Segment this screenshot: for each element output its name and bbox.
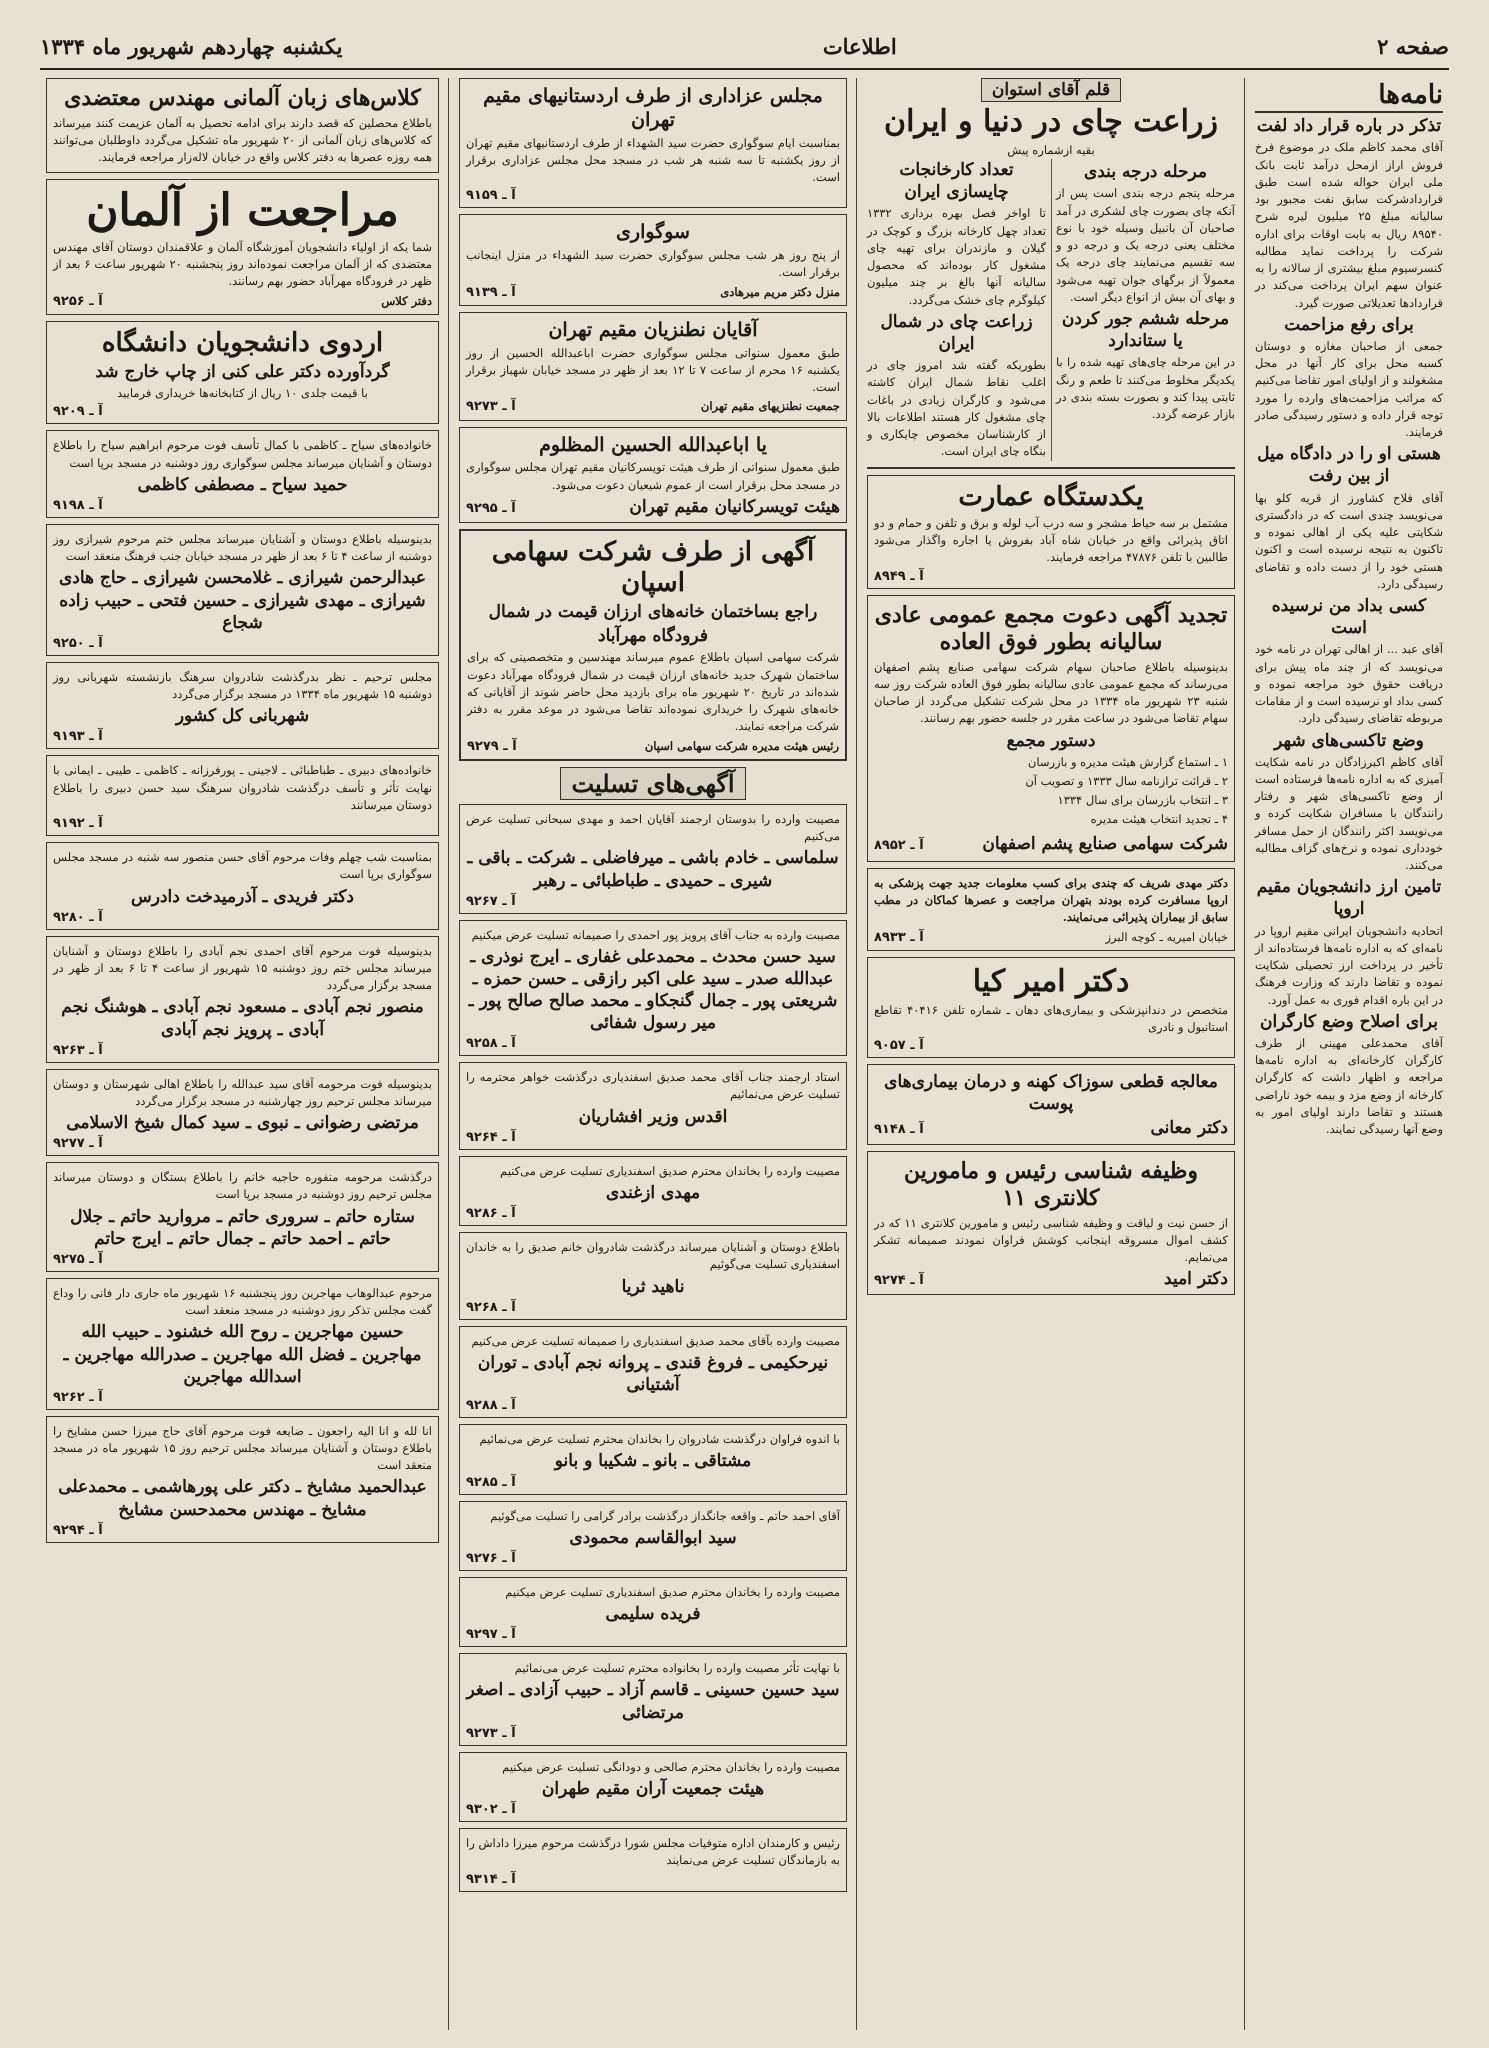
thanks-title: وظیفه شناسی رئیس و مامورین کلانتری ۱۱ bbox=[903, 1157, 1199, 1212]
camp-subtitle: گردآورده دکتر علی کنی از چاپ خارج شد bbox=[95, 362, 390, 383]
ad-number: آ ـ ۹۳۰۲ bbox=[466, 1802, 516, 1817]
clinic-doctor: دکتر معانی bbox=[1150, 1118, 1228, 1139]
mourning-signature: منزل دکتر مریم میرهادی bbox=[720, 284, 840, 299]
letters-column bbox=[1249, 78, 1449, 2030]
company-ad-text: شرکت سهامی اسپان باطلاع عموم میرساند مهندسین و متخصصینی که برای ساختمان شهرک جدید خانه‌های ارزان قیمت در شمال فرودگاه مهرآباد دعوت شده‌اند در تاریخ ۲۰ شهریور ماه برای بازدید محل حاضر شوند از آقایانی که خانه‌های شهرک را خریداری نموده‌اند تقاضا می‌شود در موعد مقرر به دفتر شرکت مراجعه نمایند. bbox=[467, 650, 839, 734]
doctor-ad bbox=[867, 957, 1235, 1059]
notice-item bbox=[46, 1416, 439, 1543]
ad-number: آ ـ ۹۲۸۰ bbox=[53, 909, 103, 925]
letter-heading: تذکر در باره قرار داد لفت bbox=[1256, 116, 1442, 137]
notice-names: سلماسی ـ خادم باشی ـ میرفاضلی ـ شرکت ـ باقی ـ شیری ـ حمیدی ـ طباطبائی ـ رهبر bbox=[467, 848, 839, 891]
notice-item bbox=[459, 1653, 847, 1745]
notice-names: دکتر فریدی ـ آذرمیدخت دادرس bbox=[131, 886, 354, 907]
letter-item bbox=[1255, 595, 1443, 727]
notice-names: اقدس وزیر افشاریان bbox=[578, 1106, 728, 1127]
page-number: صفحه ۲ bbox=[1377, 33, 1449, 59]
ad-number: آ ـ ۹۲۵۰ bbox=[53, 635, 103, 651]
estate-title: یکدستگاه عمارت bbox=[958, 481, 1144, 512]
notice-text: با اندوه فراوان درگذشت شادروان را بخاندان محترم تسلیت عرض می‌نمائیم bbox=[479, 1432, 840, 1447]
ad-number: آ ـ ۹۲۷۵ bbox=[53, 1251, 103, 1267]
doctor-return-ad bbox=[867, 868, 1235, 951]
article-paragraph: مرحله پنجم درجه بندی است پس از آنکه چای بصورت چای لشکری در آمد صاحبان آن بانبیل وسیله خود با نوع مختلف یعنی درجه یک و درجه دو و سه تقسیم می‌نمایند چای درجه یک معمولاً از برگهای جوان تهیه می‌شود و بهای آن بیش از انواع دیگر است. bbox=[1056, 186, 1235, 304]
ad-number: آ ـ ۸۹۴۹ bbox=[874, 568, 924, 584]
notice-names: مهدی ازغندی bbox=[605, 1183, 701, 1204]
notice-names: منصور نجم آبادی ـ مسعود نجم آبادی ـ هوشنگ نجم آبادی ـ پرویز نجم آبادی bbox=[61, 997, 424, 1040]
ad-number: آ ـ ۹۲۶۴ bbox=[466, 1129, 516, 1145]
notice-item bbox=[459, 1501, 847, 1571]
notice-text: استاد ارجمند جناب آقای محمد صدیق اسفندیاری درگذشت خواهر محترمه را تسلیت عرض می‌نمائیم bbox=[466, 1070, 840, 1102]
ad-number: آ ـ ۹۲۶۸ bbox=[466, 1299, 516, 1315]
return-text: شما یکه از اولیاء دانشجویان آموزشگاه آلمان و علاقمندان دوستان آقای مهندس معتضدی که از آلمان مراجعت نموده‌اند روز پنجشنبه ۲۰ شهریور ساعت ۶ بعد از ظهر در فرودگاه مهرآباد حضور بهم رسانند. bbox=[53, 239, 432, 289]
letter-heading: کسی بداد من نرسیده است bbox=[1271, 596, 1427, 639]
notice-item bbox=[459, 1326, 847, 1418]
notice-item bbox=[46, 1278, 439, 1410]
letter-body: آقای محمدعلی مهینی از طرف کارگران کارخانه‌ای به اداره نامه‌ها مراجعه و اظهار داشت که کارگران کارخانه از وضع مزد و بیمه خود ناراضی هستند و تقاضا دارند اولیای امور به وضع آنها رسیدگی نمایند. bbox=[1255, 1035, 1443, 1137]
ad-number: آ ـ ۹۲۹۴ bbox=[53, 1522, 103, 1538]
letter-heading: برای رفع مزاحمت bbox=[1284, 314, 1414, 335]
notice-text: مصیبت وارده را بخاندان محترم صدیق اسفندیاری تسلیت عرض میکنیم bbox=[505, 1584, 840, 1599]
notice-text: بدینوسیله فوت مرحومه آقای سید عبدالله را باطلاع اهالی شهرستان و دوستان میرساند مجلس ترحیم روز چهارشنبه در مسجد برگزار می‌گردد bbox=[53, 1076, 432, 1108]
letter-item bbox=[1255, 1011, 1443, 1139]
ceremony-ad bbox=[459, 78, 847, 208]
ad-number: آ ـ ۸۹۵۲ bbox=[874, 837, 924, 853]
notice-text: انا لله و انا الیه راجعون ـ ضایعه فوت مرحوم آقای حاج میرزا حسن مشایخ را باطلاع دوستان و آشنایان میرساند مجلس ترحیم روز ۱۵ شهریور ماه در مسجد منعقد است bbox=[53, 1423, 432, 1473]
article-paragraph: در این مرحله چای‌های تهیه شده را با یکدیگر مخلوط می‌کنند تا طعم و رنگ ثابتی پیدا کند و بصورت بسته بندی در بازار عرضه گردد. bbox=[1056, 355, 1235, 422]
ad-number: آ ـ ۹۲۹۵ bbox=[466, 500, 516, 516]
return-signature: دفتر کلاس bbox=[381, 293, 432, 308]
notice-text: مصیبت وارده به جناب آقای پرویز پور احمدی را صمیمانه تسلیت عرض میکنیم bbox=[471, 927, 840, 942]
issue-date: یکشنبه چهاردهم شهریور ماه ۱۳۳۴ bbox=[40, 33, 343, 59]
natanz-ad bbox=[459, 312, 847, 421]
notice-item bbox=[46, 842, 439, 930]
company-ad bbox=[459, 529, 847, 761]
notice-text: آقای احمد حاتم ـ واقعه جانگداز درگذشت برادر گرامی را تسلیت می‌گوئیم bbox=[490, 1508, 840, 1523]
notice-text: خانواده‌های سیاح ـ کاظمی با کمال تأسف فوت مرحوم ابراهیم سیاح را باطلاع دوستان و آشنایان میرساند مجلس سوگواری روز دوشنبه در مسجد برپا است bbox=[53, 438, 432, 470]
ad-number: آ ـ ۹۲۶۷ bbox=[466, 893, 516, 909]
camp-book-ad bbox=[46, 321, 439, 425]
article-body bbox=[867, 159, 1235, 460]
assembly-signature: شرکت سهامی صنایع پشم اصفهان bbox=[982, 833, 1228, 854]
ad-number: آ ـ ۹۲۶۲ bbox=[53, 1389, 103, 1405]
ad-number: آ ـ ۹۲۵۶ bbox=[53, 293, 103, 309]
ad-number: آ ـ ۹۱۹۳ bbox=[53, 729, 103, 745]
article-subtitle: بقیه ازشماره پیش bbox=[1007, 143, 1095, 157]
letter-body: اتحادیه دانشجویان ایرانی مقیم اروپا در نامه‌ای که به اداره نامه‌ها فرستاده‌اند از تأخیر در پرداخت ارز تحصیلی شکایت نموده و تقاضا دارند که وزارت فرهنگ در این باره اقدام فوری به عمل آورد. bbox=[1255, 923, 1443, 1007]
notice-text: مصیبت وارده را بخاندان محترم صالحی و دودانگی تسلیت عرض میکنیم bbox=[502, 1759, 840, 1774]
ad-number: آ ـ ۹۱۹۲ bbox=[53, 816, 103, 832]
thanks-text: از حسن نیت و لیاقت و وظیفه شناسی رئیس و مامورین کلانتری ۱۱ که در کشف اموال مسروقه اینجانب کوشش فراوان نمودند صمیمانه تشکر می‌نمایم. bbox=[874, 1215, 1228, 1265]
natanz-text: طبق معمول سنواتی مجلس سوگواری حضرت اباعبدالله الحسین از روز یکشنبه ۱۶ محرم از ساعت ۷ تا ۱۲ بعد از ظهر در مسجد خیابان شهباز برقرار است. bbox=[466, 345, 841, 394]
tea-article-column bbox=[861, 78, 1241, 2030]
notice-names: نیرحکیمی ـ فروغ قندی ـ پروانه نجم آبادی ـ توران آشتیانی bbox=[477, 1353, 829, 1396]
masthead bbox=[40, 24, 1449, 70]
notice-names: شهربانی کل کشور bbox=[175, 706, 310, 727]
notice-text: مجلس ترحیم ـ نظر بدرگذشت شادروان سرهنگ بازنشسته شهربانی روز دوشنبه ۱۵ شهریور ماه ۱۳۳۴ در مسجد برگزار می‌گردد bbox=[53, 669, 432, 701]
camp-text: با قیمت جلدی ۱۰ ریال از کتابخانه‌ها خریداری فرمایید bbox=[117, 386, 368, 401]
ad-number: آ ـ ۹۲۸۸ bbox=[466, 1398, 516, 1414]
notice-item bbox=[459, 1828, 847, 1892]
ad-number: آ ـ ۸۹۳۳ bbox=[874, 929, 924, 945]
notice-names: هیئت جمعیت آران مقیم طهران bbox=[541, 1778, 765, 1799]
clinic-ad bbox=[867, 1064, 1235, 1144]
ad-number: آ ـ ۹۲۷۷ bbox=[53, 1136, 103, 1152]
ad-number: آ ـ ۹۲۷۳ bbox=[466, 1725, 516, 1741]
notice-text: بدینوسیله باطلاع دوستان و آشنایان میرساند مجلس ختم مرحوم شیرازی روز دوشنبه از ساعت ۴ تا ۶ بعد از ظهر در مسجد خیابان جنب فرهنگ منعقد است bbox=[53, 531, 432, 564]
notice-item bbox=[46, 662, 439, 750]
notice-names: عبدالرحمن شیرازی ـ غلامحسن شیرازی ـ حاج هادی شیرازی ـ مهدی شیرازی ـ حسین فتحی ـ حبیب زاده شجاع bbox=[58, 568, 427, 633]
assembly-title: تجدید آگهی دعوت مجمع عمومی عادی سالیانه بطور فوق العاده bbox=[874, 601, 1228, 656]
condolence-list bbox=[459, 804, 847, 1892]
letter-heading: برای اصلاح وضع کارگران bbox=[1259, 1011, 1439, 1032]
estate-text: مشتمل بر سه حیاط مشجر و سه درب آب لوله و برق و تلفن و حمام و دو اتاق پذیرائی واقع در خیابان شاه آباد بفروش یا اجاره واگذار می‌شود طالبین با تلفن ۴۷۸۷۶ مراجعه فرمایند. bbox=[874, 515, 1228, 565]
notice-text: بدینوسیله فوت مرحوم آقای احمدی نجم آبادی را باطلاع دوستان و آشنایان میرساند مجلس ختم روز دوشنبه ۱۵ شهریور از ساعت ۴ تا ۶ بعد از ظهر در مسجد برگزار می‌گردد bbox=[53, 943, 432, 993]
notice-text: مصیبت وارده را بخاندان محترم صدیق اسفندیاری تسلیت عرض می‌کنیم bbox=[500, 1163, 840, 1178]
article-title: زراعت چای در دنیا و ایران bbox=[884, 104, 1218, 139]
letter-item bbox=[1255, 115, 1443, 312]
notice-names: فریده سلیمی bbox=[605, 1604, 701, 1625]
letters-title: نامه‌ها bbox=[1255, 80, 1443, 113]
tuyserkan-signature: هیئت تویسرکانیان مقیم تهران bbox=[629, 496, 840, 517]
ceremony-text: بمناسبت ایام سوگواری حضرت سید الشهداء از طرف اردستانیهای مقیم تهران از روز یکشنبه تا سه شنبه هر شب در مسجد محل مجلس عزاداری برقرار است. bbox=[466, 135, 840, 184]
article-section-heading: تعداد کارخانجات چایسازی ایران bbox=[899, 160, 1014, 203]
notice-item bbox=[46, 524, 439, 656]
ad-number: آ ـ ۹۲۸۶ bbox=[466, 1206, 516, 1222]
article-paragraph: بطوریکه گفته شد امروز چای در اغلب نقاط شمال ایران کاشته می‌شود و کارگران زیادی در باغات چای مشغول کار هستند اطلاعات بالا از کارشناسان مخصوص چایکاری و بنگاه چای ایران است. bbox=[867, 358, 1046, 459]
ad-number: آ ـ ۹۲۸۵ bbox=[466, 1474, 516, 1490]
return-title: مراجعت از آلمان bbox=[86, 185, 399, 237]
ad-number: آ ـ ۹۲۵۸ bbox=[466, 1036, 516, 1052]
ad-number: آ ـ ۹۲۷۶ bbox=[466, 1550, 516, 1566]
article-section-heading: مرحله درجه بندی bbox=[1083, 162, 1208, 183]
letter-body: جمعی از صاحبان مغازه و دوستان کسبه محل برای کار آنها در محل مشغولند و از اولیای امور تقاضا می‌کنیم که مراتب مزاحمت‌های وارده را مورد توجه قرار داده و دستور رسیدگی صادر فرمایند. bbox=[1255, 338, 1443, 440]
notice-item bbox=[46, 755, 439, 836]
notice-item bbox=[459, 1156, 847, 1226]
notice-item bbox=[459, 920, 847, 1057]
notice-text: خانواده‌های دبیری ـ طباطبائی ـ لاجینی ـ پورفرزانه ـ کاظمی ـ طیبی ـ ایمانی با نهایت تأثر و تأسف درگذشت شادروان سرهنگ سید حسن دبیری را باطلاع دوستان میرسانند bbox=[53, 763, 432, 812]
notice-item bbox=[46, 1162, 439, 1272]
natanz-signature: جمعیت نطنزیهای مقیم تهران bbox=[700, 399, 840, 414]
clinic-title: معالجه قطعی سوزاک کهنه و درمان بیماری‌های پوست bbox=[884, 1072, 1218, 1115]
letter-heading: تامین ارز دانشجویان مقیم اروپا bbox=[1256, 877, 1442, 920]
ad-number: آ ـ ۹۲۰۹ bbox=[53, 404, 103, 420]
tuyserkan-title: یا اباعبدالله الحسین المظلوم bbox=[539, 433, 767, 456]
notice-text: با نهایت تأثر مصیبت وارده را بخانواده محترم تسلیت عرض می‌نمائیم bbox=[514, 1661, 840, 1676]
notice-names: ناهید ثریا bbox=[621, 1276, 685, 1297]
letter-item bbox=[1255, 443, 1443, 593]
doctor-return-address: خیابان امیریه ـ کوچه البرز bbox=[1105, 929, 1228, 944]
notice-names: سید حسین حسینی ـ قاسم آزاد ـ حبیب آزادی ـ اصغر مرتضائی bbox=[466, 1680, 840, 1723]
letter-body: آقای فلاح کشاورز از قریه کلو بها می‌نویسد چندی است که در دادگستری شکایتی علیه یکی از اهالی نموده و تاکنون به نتیجه نرسیده است و اکنون هستی خود را از دست داده و تقاضای رسیدگی دارد. bbox=[1255, 490, 1443, 591]
notice-text: رئیس و کارمندان اداره متوفیات مجلس شورا درگذشت مرحوم میرزا داداش را به بازماندگان تسلیت عرض می‌نمایند bbox=[466, 1836, 840, 1868]
letter-item bbox=[1255, 730, 1443, 875]
letter-item bbox=[1255, 876, 1443, 1008]
ad-number: آ ـ ۹۲۷۹ bbox=[467, 738, 517, 754]
doctor-return-text: دکتر مهدی شریف که چندی برای کسب معلومات جدید جهت پزشکی به اروپا مسافرت کرده بودند بتهران مراجعت و عصرها کماکان در مطب سابق از بیماران پذیرائی می‌نمایند. bbox=[874, 875, 1228, 925]
notice-text: بمناسبت شب چهلم وفات مرحوم آقای حسن منصور سه شنبه در مسجد مجلس سوگواری برپا است bbox=[53, 850, 432, 882]
notice-item bbox=[46, 1069, 439, 1157]
notice-item bbox=[459, 1752, 847, 1822]
notice-item bbox=[46, 936, 439, 1063]
agenda-item: ۲ ـ قرائت ترازنامه سال ۱۳۳۳ و تصویب آن bbox=[1025, 773, 1228, 788]
tuyserkan-ad bbox=[459, 427, 847, 523]
company-ad-signature: رئیس هیئت مدیره شرکت سهامی اسپان bbox=[644, 738, 839, 753]
ad-number: آ ـ ۹۲۹۷ bbox=[466, 1627, 516, 1643]
notice-text: مصیبت وارده را بدوستان ارجمند آقایان احمد و مهدی سبحانی تسلیت عرض می‌کنیم bbox=[466, 811, 840, 844]
notice-names: سید ابوالقاسم محمودی bbox=[569, 1527, 737, 1548]
condolence-section-title: آگهی‌های تسلیت bbox=[560, 767, 745, 800]
notices-column bbox=[40, 78, 445, 2030]
letter-body: آقای عبد ... از اهالی تهران در نامه خود می‌نویسد که از چند ماه پیش برای دریافت حقوق خود مراجعه نموده و کسی بداد او نرسیده است و از مقامات مربوطه تقاضای رسیدگی دارد. bbox=[1255, 642, 1443, 726]
mourning-text: از پنج روز هر شب مجلس سوگواری حضرت سید الشهداء در منزل اینجانب برقرار است. bbox=[466, 248, 840, 280]
notice-names: مشتاقی ـ بانو ـ شکیبا و بانو bbox=[554, 1451, 752, 1472]
company-ad-title: آگهی از طرف شرکت سهامی اسپان bbox=[491, 536, 815, 599]
ad-number: آ ـ ۹۲۶۳ bbox=[53, 1042, 103, 1058]
article-author-tag: قلم آقای استوان bbox=[981, 78, 1121, 102]
agenda-item: ۳ ـ انتخاب بازرسان برای سال ۱۳۳۴ bbox=[1057, 793, 1228, 808]
ad-number: آ ـ ۹۲۷۴ bbox=[874, 1273, 924, 1289]
newspaper-name: اطلاعات bbox=[822, 33, 897, 59]
column-rule bbox=[448, 78, 449, 2030]
natanz-title: آقایان نطنزیان مقیم تهران bbox=[548, 318, 758, 341]
notice-item bbox=[459, 1577, 847, 1647]
article-section-heading: زراعت چای در شمال ایران bbox=[880, 311, 1033, 355]
notice-item bbox=[459, 804, 847, 914]
notice-text: مصیبت وارده بآقای محمد صدیق اسفندیاری را صمیمانه تسلیت عرض می‌کنیم bbox=[471, 1333, 840, 1348]
ad-number: آ ـ ۹۱۹۸ bbox=[53, 497, 103, 513]
letter-body: آقای کاظم اکبرزادگان در نامه شکایت آمیزی که به اداره نامه‌ها فرستاده است از وضع تاکسی‌های شهر و رفتار رانندگان با مسافران شکایت کرده و می‌نویسد اکثر رانندگان از حمل مسافر خودداری نموده و نرخ‌های گزاف مطالبه می‌کنند. bbox=[1255, 754, 1443, 873]
article-section-heading: مرحله ششم جور کردن یا ستاندارد bbox=[1061, 309, 1230, 352]
ad-number: آ ـ ۹۰۵۷ bbox=[874, 1038, 924, 1054]
article-paragraph: تا اواخر فصل بهره برداری ۱۳۳۲ تعداد چهل کارخانه بزرگ و کوچک در گیلان و مازندران برای تهیه چای مشغول کار بوده‌اند که محصول سالیانه آنها بالغ بر چند میلیون کیلوگرم چای خشک می‌گردد. bbox=[867, 206, 1046, 307]
mourning-ad bbox=[459, 214, 847, 306]
notice-names: سید حسن محدث ـ محمدعلی غفاری ـ ایرج نوذری ـ عبدالله صدر ـ سید علی اکبر رازقی ـ حسن حمزه ـ شریعتی پور ـ جمال گنجکاو ـ محمد صالح صالح پور ـ میر رسول شفائی bbox=[468, 946, 838, 1034]
estate-ad bbox=[867, 475, 1235, 589]
agenda-item: ۱ ـ استماع گزارش هیئت مدیره و بازرسان bbox=[1027, 754, 1228, 769]
notice-names: عبدالحمید مشایخ ـ دکتر علی پورهاشمی ـ محمدعلی مشایخ ـ مهندس محمدحسن مشایخ bbox=[58, 1477, 427, 1520]
doctor-text: متخصص در دندانپزشکی و بیماری‌های دهان ـ شماره تلفن ۴۰۴۱۶ تقاطع استانبول و نادری bbox=[874, 1002, 1229, 1034]
notice-text: باطلاع دوستان و آشنایان میرساند درگذشت شادروان خانم صدیق را به خاندان اسفندیاری تسلیت می‌گوئیم bbox=[466, 1240, 840, 1272]
notice-item bbox=[46, 430, 439, 518]
german-class-title: کلاس‌های زبان آلمانی مهندس معتضدی bbox=[64, 85, 421, 111]
letter-heading: هستی او را در دادگاه میل از بین رفت bbox=[1257, 444, 1441, 487]
german-class-ad bbox=[46, 78, 439, 173]
notice-text: درگذشت مرحومه منفوره حاجیه خانم را باطلاع بستگان و دوستان میرساند مجلس ترحیم روز دوشنبه در مسجد برپا است bbox=[53, 1170, 432, 1202]
company-ad-subtitle: فرودگاه مهرآباد bbox=[598, 626, 708, 647]
agenda-title: دستور مجمع bbox=[1006, 730, 1096, 751]
assembly-ad bbox=[867, 595, 1235, 862]
mourning-title: سوگواری bbox=[616, 221, 690, 244]
letter-heading: وضع تاکسی‌های شهر bbox=[1274, 730, 1424, 751]
ad-number: آ ـ ۹۱۵۹ bbox=[466, 188, 516, 204]
ceremony-title: مجلس عزاداری از طرف اردستانیهای مقیم تهران bbox=[483, 85, 823, 131]
camp-title: اردوی دانشجویان دانشگاه bbox=[101, 327, 384, 358]
company-ad-subtitle: راجع بساختمان خانه‌های ارزان قیمت در شمال bbox=[488, 602, 818, 623]
tuyserkan-text: طبق معمول سنواتی از طرف هیئت تویسرکانیان مقیم تهران مجلس سوگواری در مسجد محل برقرار است از عموم شیعیان دعوت می‌شود. bbox=[466, 460, 840, 492]
ad-number: آ ـ ۹۲۷۳ bbox=[466, 399, 516, 415]
notice-item bbox=[459, 1062, 847, 1150]
notice-names: ستاره حاتم ـ سروری حاتم ـ مروارید حاتم ـ جلال حاتم ـ احمد حاتم ـ جمال حاتم ـ ایرج حاتم bbox=[70, 1206, 415, 1249]
ad-number: آ ـ ۹۱۴۸ bbox=[874, 1122, 924, 1138]
thanks-signature: دکتر امید bbox=[1164, 1269, 1228, 1290]
return-ad bbox=[46, 179, 439, 315]
assembly-text: بدینوسیله باطلاع صاحبان سهام شرکت سهامی صنایع پشم اصفهان می‌رساند که مجمع عمومی عادی سالیانه بطور فوق العاده شرکت روز سه شنبه ۲۳ شهریور ماه ۱۳۳۴ در محل شرکت تشکیل می‌گردد از صاحبان سهام تقاضا می‌شود در ساعت مقرر در جلسه حضور بهم رسانند. bbox=[874, 659, 1228, 726]
notice-item bbox=[459, 1232, 847, 1320]
notice-text: مرحوم عبدالوهاب مهاجرین روز پنجشنبه ۱۶ شهریور ماه جاری دار فانی را وداع گفت مجلس تذکر روز دوشنبه در مسجد منعقد است bbox=[53, 1285, 432, 1318]
condolence-column bbox=[453, 78, 853, 2030]
notice-names: حمید سیاح ـ مصطفی کاظمی bbox=[137, 474, 348, 495]
ad-number: آ ـ ۹۳۱۴ bbox=[466, 1871, 516, 1887]
ad-number: آ ـ ۹۱۳۹ bbox=[466, 284, 516, 300]
doctor-name: دکتر امیر کیا bbox=[972, 963, 1130, 999]
notice-list bbox=[46, 430, 439, 1542]
column-rule bbox=[1244, 78, 1245, 2030]
notice-names: مرتضی رضوانی ـ نبوی ـ سید کمال شیخ الاسلامی bbox=[66, 1113, 419, 1134]
thanks-ad bbox=[867, 1151, 1235, 1296]
notice-item bbox=[459, 1424, 847, 1494]
agenda-item: ۴ ـ تجدید انتخاب هیئت مدیره bbox=[1090, 812, 1228, 827]
letter-item bbox=[1255, 314, 1443, 442]
notice-names: حسین مهاجرین ـ روح الله خشنود ـ حبیب الله مهاجرین ـ فضل الله مهاجرین ـ صدرالله مهاجرین ـ اسدالله مهاجرین bbox=[63, 1322, 422, 1387]
column-rule bbox=[856, 78, 857, 2030]
german-class-text: باطلاع محصلین که قصد دارند برای ادامه تحصیل به آلمان عزیمت کنند میرساند که کلاس‌های زبان آلمانی از ۲۰ شهریور ماه تشکیل می‌گردد داوطلبان می‌توانند همه روزه عصرها به دفتر کلاس واقع در خیابان لاله‌زار مراجعه فرمایند. bbox=[53, 115, 432, 164]
letter-body: آقای محمد کاظم ملک در موضوع فرخ فروش اراز ازمحل درآمد ثابت بانک ملی ایران حواله شده است طبق قراردادشرکت سابق نفت مجبور بود سالیانه مبلغ ۲۵ میلیون لیره شرح ۸۹۵۴۰ ریال به بابت اوقات برای اداره شرکت را پرداخت نماید مطالبه کنسرسیوم مبلغ بیشتری از سالانه را به عنوان سهم ایران پرداخت می‌کند در قراردادها تعدیلاتی صورت گیرد. bbox=[1255, 140, 1443, 310]
